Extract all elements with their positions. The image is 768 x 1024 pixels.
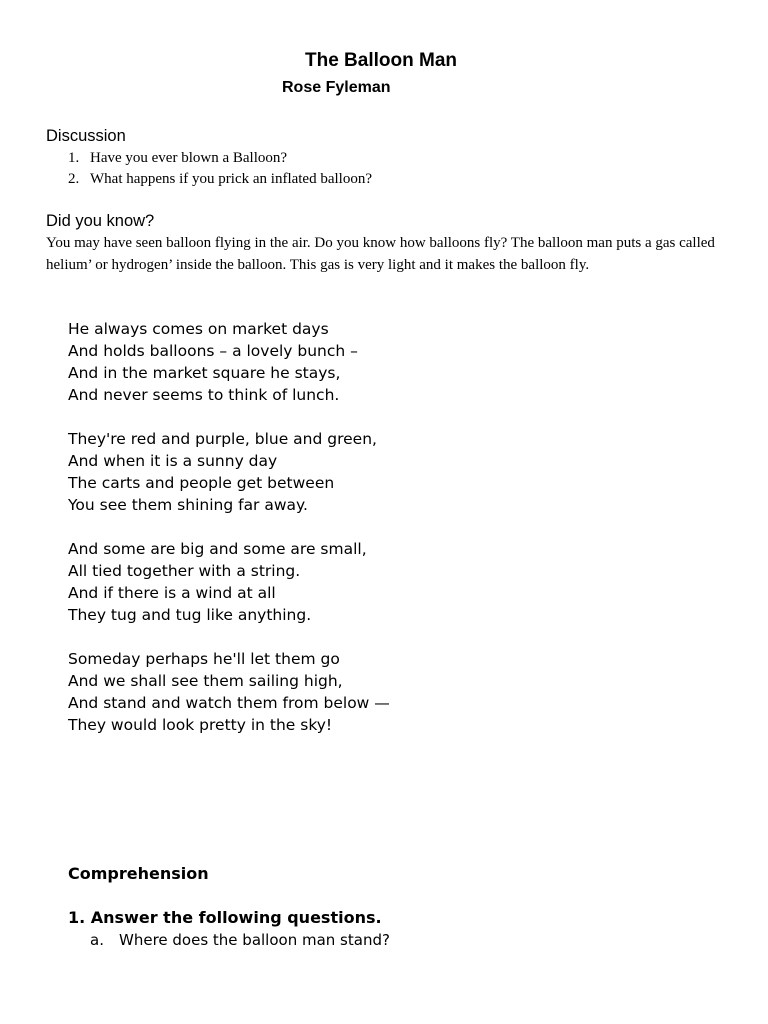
- poem-line: And we shall see them sailing high,: [68, 672, 343, 690]
- comprehension-heading: Comprehension: [68, 864, 209, 883]
- comprehension-task: 1. Answer the following questions.: [68, 908, 382, 927]
- poem-line: And when it is a sunny day: [68, 452, 278, 470]
- poem-line: Someday perhaps he'll let them go: [68, 650, 340, 668]
- poem-line: And holds balloons – a lovely bunch –: [68, 342, 358, 360]
- poem-stanza-2: [68, 428, 377, 516]
- list-item: 2. What happens if you prick an inflated balloon?: [68, 171, 372, 187]
- poem-line: And some are big and some are small,: [68, 540, 367, 558]
- did-you-know-heading: Did you know?: [46, 212, 155, 230]
- poem-line: And stand and watch them from below —: [68, 694, 390, 712]
- poem-line: And never seems to think of lunch.: [68, 386, 340, 404]
- page-title: The Balloon Man: [305, 50, 457, 71]
- poem-line: They would look pretty in the sky!: [68, 716, 333, 734]
- poem-line: They're red and purple, blue and green,: [68, 430, 377, 448]
- list-item: 1. Have you ever blown a Balloon?: [68, 150, 288, 166]
- poem-stanza-3: [68, 538, 367, 626]
- poem-stanza-4: [68, 648, 390, 736]
- poem-line: And if there is a wind at all: [68, 584, 276, 602]
- author-name: Rose Fyleman: [282, 79, 391, 96]
- poem-line: The carts and people get between: [68, 474, 335, 492]
- discussion-list: [68, 148, 372, 190]
- poem-line: All tied together with a string.: [68, 562, 301, 580]
- did-you-know-paragraph: You may have seen balloon flying in the air. Do you know how balloons fly? The balloon man puts a gas called helium’ or hydrogen’ inside the balloon. This gas is very light and it makes the balloon fly.: [46, 235, 715, 273]
- list-item: a. Where does the balloon man stand?: [90, 931, 390, 949]
- poem-line: And in the market square he stays,: [68, 364, 341, 382]
- poem-line: They tug and tug like anything.: [68, 606, 312, 624]
- poem-stanza-1: [68, 318, 358, 406]
- poem-line: He always comes on market days: [68, 320, 329, 338]
- poem-line: You see them shining far away.: [68, 496, 308, 514]
- discussion-heading: Discussion: [46, 127, 126, 145]
